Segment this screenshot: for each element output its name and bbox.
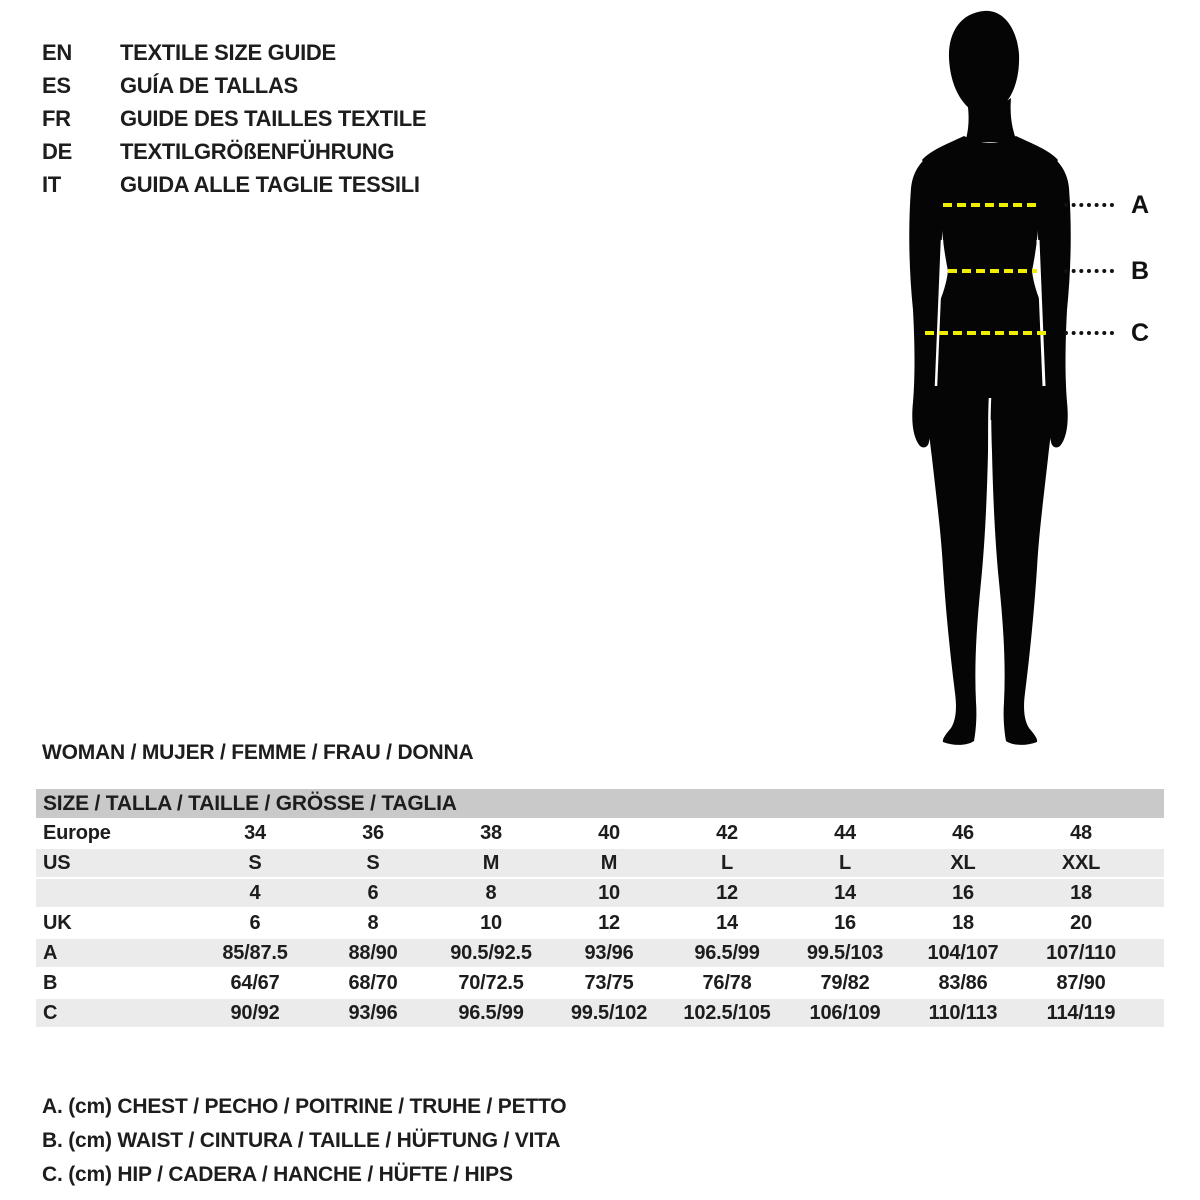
language-code: IT xyxy=(42,172,61,197)
row-label: B xyxy=(43,972,58,994)
size-cell: 107/110 xyxy=(1046,942,1116,964)
language-code: EN xyxy=(42,40,72,65)
footnote-line: B. (cm) WAIST / CINTURA / TAILLE / HÜFTUNG / VITA xyxy=(42,1129,561,1152)
language-code: FR xyxy=(42,106,71,131)
woman-silhouette xyxy=(895,8,1090,745)
row-label: Europe xyxy=(43,822,111,844)
language-row xyxy=(42,69,426,102)
silhouette-head xyxy=(949,11,1019,114)
silhouette-right-leg xyxy=(991,338,1055,745)
language-title: TEXTILGRÖßENFÜHRUNG xyxy=(120,139,395,164)
chest-dotted-connector xyxy=(1064,203,1114,207)
size-cell: 10 xyxy=(480,912,502,934)
size-cell: 4 xyxy=(249,882,261,904)
size-table-header: SIZE / TALLA / TAILLE / GRÖSSE / TAGLIA xyxy=(36,789,1164,818)
leg-gap-line xyxy=(988,398,990,736)
size-cell: 8 xyxy=(367,912,379,934)
size-cell: L xyxy=(838,852,852,874)
section-title: WOMAN / MUJER / FEMME / FRAU / DONNA xyxy=(42,741,474,764)
size-cell: 12 xyxy=(598,912,620,934)
size-cell: 12 xyxy=(716,882,738,904)
size-cell: 99.5/103 xyxy=(806,942,884,964)
language-row xyxy=(42,168,426,201)
row-label: A xyxy=(43,942,58,964)
hip-dotted-connector xyxy=(1064,331,1114,335)
size-cell: XXL xyxy=(1061,852,1101,874)
size-cell: 93/96 xyxy=(584,942,634,964)
size-cell: 96.5/99 xyxy=(458,1002,524,1024)
language-title: GUIDA ALLE TAGLIE TESSILI xyxy=(120,172,420,197)
size-cell: 87/90 xyxy=(1056,972,1106,994)
waist-dotted-connector xyxy=(1064,269,1114,273)
size-cell: 40 xyxy=(598,822,620,844)
size-cell: 104/107 xyxy=(927,942,999,964)
chest-measure-label: A xyxy=(1130,191,1150,219)
size-cell: XL xyxy=(950,852,976,874)
size-cell: M xyxy=(600,852,618,874)
row-label xyxy=(36,879,196,907)
size-cell: S xyxy=(366,852,380,874)
size-cell: 83/86 xyxy=(938,972,988,994)
size-cell: 20 xyxy=(1070,912,1092,934)
size-table xyxy=(36,789,1164,1029)
size-cell: 44 xyxy=(834,822,856,844)
size-cell: 70/72.5 xyxy=(458,972,524,994)
language-row xyxy=(42,36,426,69)
size-cell: 99.5/102 xyxy=(570,1002,648,1024)
size-cell: 14 xyxy=(834,882,856,904)
size-cell: 64/67 xyxy=(230,972,280,994)
size-cell: 18 xyxy=(952,912,974,934)
size-cell: 34 xyxy=(244,822,266,844)
language-title: TEXTILE SIZE GUIDE xyxy=(120,40,336,65)
language-code: DE xyxy=(42,139,72,164)
size-cell: 14 xyxy=(716,912,738,934)
size-cell: S xyxy=(248,852,262,874)
size-cell: 16 xyxy=(834,912,856,934)
size-cell: 76/78 xyxy=(702,972,752,994)
size-cell: M xyxy=(482,852,500,874)
size-cell: 36 xyxy=(362,822,384,844)
row-label: US xyxy=(43,852,71,874)
size-cell: 18 xyxy=(1070,882,1092,904)
size-cell: 90/92 xyxy=(230,1002,280,1024)
waist-measure-label: B xyxy=(1130,257,1150,285)
table-row xyxy=(36,939,1164,967)
size-cell: 16 xyxy=(952,882,974,904)
footnote-line: A. (cm) CHEST / PECHO / POITRINE / TRUHE / PETTO xyxy=(42,1095,567,1118)
size-cell: 68/70 xyxy=(348,972,398,994)
measurement-footnotes xyxy=(42,1090,566,1192)
table-row xyxy=(36,909,1164,937)
size-table-body xyxy=(36,819,1164,1027)
size-cell: 93/96 xyxy=(348,1002,398,1024)
size-cell: 42 xyxy=(716,822,738,844)
table-row xyxy=(36,849,1164,877)
table-row xyxy=(36,819,1164,847)
language-code: ES xyxy=(42,73,71,98)
row-label: C xyxy=(43,1002,58,1024)
size-cell: 88/90 xyxy=(348,942,398,964)
row-label: UK xyxy=(43,912,72,934)
size-cell: 85/87.5 xyxy=(222,942,288,964)
size-cell: 6 xyxy=(367,882,379,904)
table-row xyxy=(36,879,1164,907)
size-cell: 10 xyxy=(598,882,620,904)
size-cell: 106/109 xyxy=(809,1002,881,1024)
table-row xyxy=(36,969,1164,997)
size-cell: 73/75 xyxy=(584,972,634,994)
hip-measure-label: C xyxy=(1130,319,1150,347)
size-cell: 110/113 xyxy=(928,1002,998,1024)
size-cell: 90.5/92.5 xyxy=(450,942,532,964)
size-cell: 48 xyxy=(1070,822,1092,844)
size-cell: 96.5/99 xyxy=(694,942,760,964)
size-cell: 79/82 xyxy=(820,972,870,994)
size-cell: 8 xyxy=(485,882,497,904)
language-title: GUÍA DE TALLAS xyxy=(120,73,298,98)
size-cell: L xyxy=(720,852,734,874)
language-title: GUIDE DES TAILLES TEXTILE xyxy=(120,106,427,131)
size-cell: 114/119 xyxy=(1046,1002,1116,1024)
silhouette-left-leg xyxy=(924,338,988,745)
language-list xyxy=(42,36,426,201)
table-row xyxy=(36,999,1164,1027)
size-cell: 102.5/105 xyxy=(683,1002,771,1024)
size-cell: 46 xyxy=(952,822,974,844)
language-row xyxy=(42,102,426,135)
size-cell: 38 xyxy=(480,822,502,844)
size-cell: 6 xyxy=(249,912,261,934)
language-row xyxy=(42,135,426,168)
footnote-line: C. (cm) HIP / CADERA / HANCHE / HÜFTE / HIPS xyxy=(42,1163,513,1186)
